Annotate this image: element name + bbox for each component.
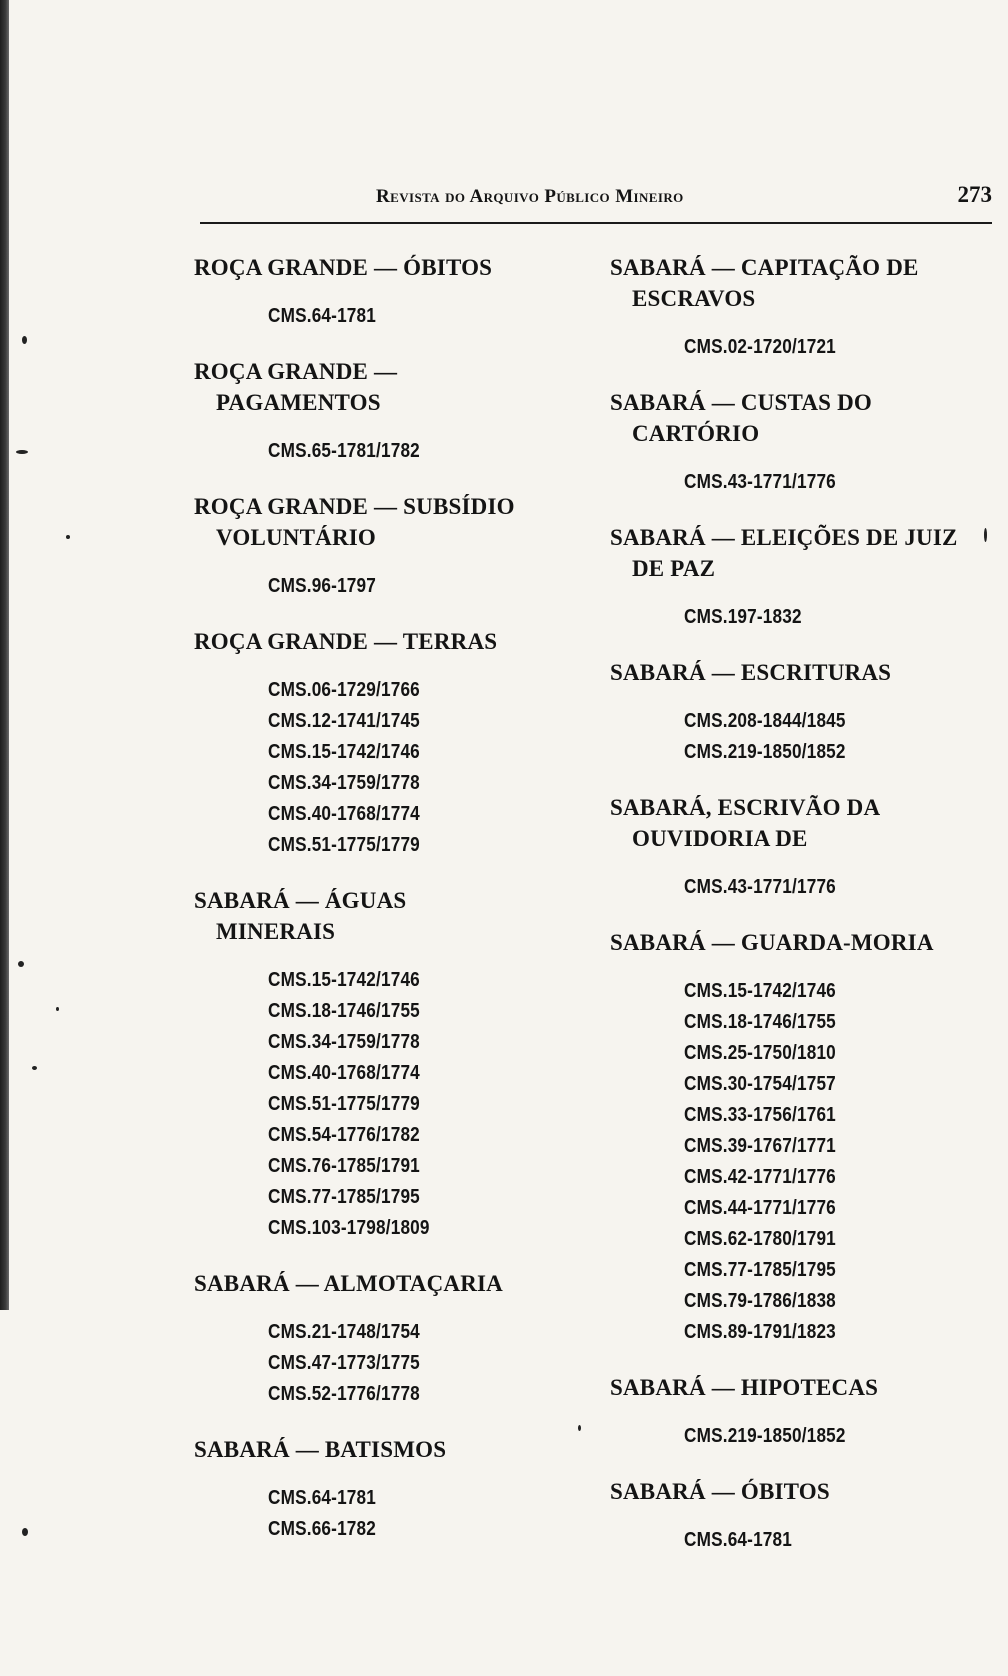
entry-heading	[194, 1268, 584, 1299]
reference-code: CMS.15-1742/1746	[268, 969, 420, 991]
index-entry	[610, 657, 1000, 768]
scan-speck	[22, 1528, 28, 1536]
reference-code: CMS.77-1785/1795	[684, 1259, 836, 1281]
entry-heading	[610, 1372, 1000, 1403]
scan-speck	[18, 961, 24, 967]
index-entry	[194, 252, 584, 332]
reference-code: CMS.51-1775/1779	[268, 834, 420, 856]
entry-references	[610, 872, 1000, 903]
entry-heading	[610, 657, 1000, 688]
page-binding-edge	[0, 0, 9, 1310]
entry-heading-line: SABARÁ — ÓBITOS	[610, 1479, 830, 1504]
reference-code: CMS.89-1791/1823	[684, 1321, 836, 1343]
entry-heading-line: SABARÁ, ESCRIVÃO DA	[610, 795, 881, 820]
scan-speck	[22, 336, 27, 344]
entry-heading-line: SABARÁ — CAPITAÇÃO DE	[610, 255, 919, 280]
scan-speck	[66, 535, 70, 539]
reference-code: CMS.64-1781	[268, 1487, 377, 1509]
index-entry	[194, 626, 584, 861]
reference-code: CMS.219-1850/1852	[684, 1425, 846, 1447]
reference-code: CMS.42-1771/1776	[684, 1166, 836, 1188]
index-entry	[610, 387, 1000, 498]
entry-heading-line: ROÇA GRANDE — ÓBITOS	[194, 255, 493, 280]
entry-heading	[610, 522, 1000, 584]
reference-code: CMS.40-1768/1774	[268, 803, 420, 825]
reference-code: CMS.18-1746/1755	[268, 1000, 420, 1022]
entry-heading-line: SABARÁ — ALMOTAÇARIA	[194, 1271, 503, 1296]
entry-heading	[610, 792, 1000, 854]
entry-heading-line: CARTÓRIO	[632, 421, 760, 446]
reference-code: CMS.54-1776/1782	[268, 1124, 420, 1146]
header-rule	[200, 222, 992, 224]
entry-heading-line: MINERAIS	[216, 919, 336, 944]
reference-code: CMS.62-1780/1791	[684, 1228, 836, 1250]
index-entry	[610, 792, 1000, 903]
entry-references	[194, 436, 584, 467]
reference-code: CMS.43-1771/1776	[684, 471, 836, 493]
entry-references	[194, 571, 584, 602]
reference-code: CMS.65-1781/1782	[268, 440, 420, 462]
entry-heading	[194, 1434, 584, 1465]
entry-heading-line: SABARÁ — ESCRITURAS	[610, 660, 892, 685]
entry-heading-line: PAGAMENTOS	[216, 390, 381, 415]
entry-references	[194, 301, 584, 332]
index-entry	[610, 927, 1000, 1348]
reference-code: CMS.219-1850/1852	[684, 741, 846, 763]
reference-code: CMS.34-1759/1778	[268, 772, 420, 794]
reference-code: CMS.64-1781	[684, 1529, 793, 1551]
entry-heading-line: DE PAZ	[632, 556, 716, 581]
reference-code: CMS.18-1746/1755	[684, 1011, 836, 1033]
index-entry	[194, 491, 584, 602]
page-number: 273	[957, 182, 992, 207]
entry-heading	[194, 356, 584, 418]
index-column-right	[610, 252, 1000, 1580]
reference-code: CMS.47-1773/1775	[268, 1352, 420, 1374]
reference-code: CMS.15-1742/1746	[684, 980, 836, 1002]
index-entry	[194, 1434, 584, 1545]
index-entry	[610, 1476, 1000, 1556]
entry-heading-line: SABARÁ — HIPOTECAS	[610, 1375, 879, 1400]
reference-code: CMS.52-1776/1778	[268, 1383, 420, 1405]
index-entry	[610, 252, 1000, 363]
entry-heading-line: SABARÁ — GUARDA-MORIA	[610, 930, 934, 955]
entry-references	[610, 976, 1000, 1348]
reference-code: CMS.02-1720/1721	[684, 336, 836, 358]
entry-heading-line: SABARÁ — ELEIÇÕES DE JUIZ	[610, 525, 958, 550]
entry-heading	[194, 491, 584, 553]
entry-references	[610, 1421, 1000, 1452]
reference-code: CMS.77-1785/1795	[268, 1186, 420, 1208]
reference-code: CMS.64-1781	[268, 305, 377, 327]
reference-code: CMS.208-1844/1845	[684, 710, 846, 732]
entry-heading-line: SABARÁ — CUSTAS DO	[610, 390, 872, 415]
reference-code: CMS.40-1768/1774	[268, 1062, 420, 1084]
index-entry	[194, 1268, 584, 1410]
reference-code: CMS.15-1742/1746	[268, 741, 420, 763]
reference-code: CMS.43-1771/1776	[684, 876, 836, 898]
reference-code: CMS.96-1797	[268, 575, 377, 597]
entry-references	[610, 602, 1000, 633]
reference-code: CMS.34-1759/1778	[268, 1031, 420, 1053]
entry-heading	[610, 1476, 1000, 1507]
reference-code: CMS.66-1782	[268, 1518, 377, 1540]
entry-references	[610, 332, 1000, 363]
entry-references	[610, 467, 1000, 498]
entry-heading-line: ESCRAVOS	[632, 286, 756, 311]
page-header	[200, 182, 992, 218]
entry-heading	[610, 927, 1000, 958]
entry-heading-line: SABARÁ — BATISMOS	[194, 1437, 447, 1462]
reference-code: CMS.06-1729/1766	[268, 679, 420, 701]
scan-speck	[16, 450, 28, 454]
reference-code: CMS.12-1741/1745	[268, 710, 420, 732]
reference-code: CMS.197-1832	[684, 606, 802, 628]
entry-heading-line: ROÇA GRANDE — SUBSÍDIO	[194, 494, 515, 519]
entry-heading	[610, 252, 1000, 314]
entry-references	[194, 1317, 584, 1410]
reference-code: CMS.103-1798/1809	[268, 1217, 430, 1239]
entry-heading-line: ROÇA GRANDE — TERRAS	[194, 629, 498, 654]
entry-references	[194, 1483, 584, 1545]
reference-code: CMS.33-1756/1761	[684, 1104, 836, 1126]
entry-heading-line: VOLUNTÁRIO	[216, 525, 377, 550]
index-entry	[194, 885, 584, 1244]
entry-references	[194, 675, 584, 861]
scan-speck	[32, 1066, 37, 1070]
entry-heading	[194, 885, 584, 947]
reference-code: CMS.25-1750/1810	[684, 1042, 836, 1064]
entry-heading-line: OUVIDORIA DE	[632, 826, 808, 851]
index-column-left	[194, 252, 584, 1569]
entry-heading	[194, 626, 584, 657]
entry-references	[194, 965, 584, 1244]
index-entry	[610, 522, 1000, 633]
entry-references	[610, 706, 1000, 768]
entry-heading-line: SABARÁ — ÁGUAS	[194, 888, 407, 913]
reference-code: CMS.44-1771/1776	[684, 1197, 836, 1219]
reference-code: CMS.79-1786/1838	[684, 1290, 836, 1312]
reference-code: CMS.51-1775/1779	[268, 1093, 420, 1115]
index-entry	[610, 1372, 1000, 1452]
index-entry	[194, 356, 584, 467]
entry-heading	[194, 252, 584, 283]
running-title: Revista do Arquivo Público Mineiro	[376, 186, 684, 207]
entry-heading-line: ROÇA GRANDE —	[194, 359, 398, 384]
reference-code: CMS.39-1767/1771	[684, 1135, 836, 1157]
scan-speck	[56, 1007, 59, 1011]
reference-code: CMS.30-1754/1757	[684, 1073, 836, 1095]
reference-code: CMS.76-1785/1791	[268, 1155, 420, 1177]
entry-references	[610, 1525, 1000, 1556]
reference-code: CMS.21-1748/1754	[268, 1321, 420, 1343]
entry-heading	[610, 387, 1000, 449]
